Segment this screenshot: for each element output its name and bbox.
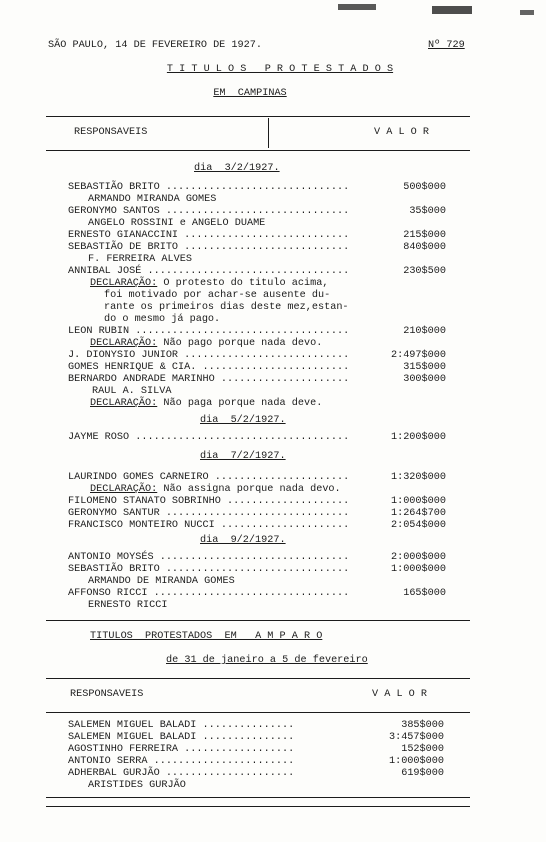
declaration-text: do o mesmo já pago.: [104, 314, 221, 325]
entry-name: LEON RUBIN ...................................: [68, 326, 350, 337]
entry-value: 3:457$000: [388, 732, 444, 743]
entry-value: 1:320$000: [390, 472, 446, 483]
entry-name: JAYME ROSO ...................................: [68, 432, 350, 443]
entry-name: LAURINDO GOMES CARNEIRO ......................: [68, 472, 350, 483]
scan-mark: [520, 10, 534, 15]
entry-name: RAUL A. SILVA: [92, 386, 172, 397]
entry-name: F. FERREIRA ALVES: [88, 254, 192, 265]
scan-mark: [338, 4, 376, 10]
entry-value: 619$000: [401, 768, 444, 779]
entry-name: ARISTIDES GURJÃO: [88, 780, 186, 791]
entry-name: ERNESTO GIANACCINI ...........................: [68, 230, 350, 241]
entry-name: ERNESTO RICCI: [88, 600, 168, 611]
declaration-label: DECLARAÇÃO:: [90, 338, 158, 349]
entry-value: 2:054$000: [390, 520, 446, 531]
entry-value: 1:000$000: [388, 756, 444, 767]
declaration-label: DECLARAÇÃO:: [90, 398, 158, 409]
declaration-text: rante os primeiros dias deste mez,estan-: [104, 302, 349, 313]
entry-name: SALEMEN MIGUEL BALADI ...............: [68, 720, 295, 731]
declaration-text: foi motivado por achar-se ausente du-: [104, 290, 331, 301]
entry-value: 385$000: [401, 720, 444, 731]
declaration-block: [90, 484, 341, 496]
entry-name: SEBASTIÃO DE BRITO ...........................: [68, 242, 350, 253]
entry-name: FILOMENO STANATO SOBRINHO ....................: [68, 496, 350, 507]
entry-value: 1:200$000: [390, 432, 446, 443]
table-header-rule: [46, 150, 470, 151]
document-title: T I T U L O S P R O T E S T A D O S: [166, 64, 394, 75]
declaration-text: O protesto do titulo acima,: [157, 278, 329, 289]
table-bottom-rule: [46, 797, 470, 798]
entry-value: 300$000: [403, 374, 446, 385]
col-responsaveis: RESPONSAVEIS: [74, 127, 148, 138]
entry-name: GOMES HENRIQUE & CIA. ........................: [68, 362, 350, 373]
entry-value: 1:264$700: [390, 508, 446, 519]
section-date: dia 9/2/1927.: [200, 535, 286, 546]
entry-name: SALEMEN MIGUEL BALADI ...............: [68, 732, 295, 743]
entry-name: ANGELO ROSSINI e ANGELO DUAME: [88, 218, 266, 229]
declaration-text: Não pago porque nada devo.: [157, 338, 323, 349]
entry-value: 230$500: [403, 266, 446, 277]
col-valor: V A L O R: [372, 689, 428, 700]
entry-name: SEBASTIÃO BRITO ..............................: [68, 564, 350, 575]
entry-name: SEBASTIÃO BRITO ..............................: [68, 182, 350, 193]
col-responsaveis: RESPONSAVEIS: [70, 689, 144, 700]
section-date: dia 5/2/1927.: [200, 415, 286, 426]
declaration-text: Não paga porque nada deve.: [157, 398, 323, 409]
entry-value: 215$000: [403, 230, 446, 241]
declaration-label: DECLARAÇÃO:: [90, 278, 158, 289]
entry-value: 165$000: [403, 588, 446, 599]
entry-value: 1:000$000: [390, 496, 446, 507]
col-valor: V A L O R: [374, 127, 430, 138]
entry-name: GERONYMO SANTOS ..............................: [68, 206, 350, 217]
entry-value: 2:000$000: [390, 552, 446, 563]
table-header-rule: [46, 712, 470, 713]
entry-name: FRANCISCO MONTEIRO NUCCI .....................: [68, 520, 350, 531]
section-date: dia 7/2/1927.: [200, 451, 286, 462]
entry-value: 210$000: [403, 326, 446, 337]
entry-value: 35$000: [409, 206, 446, 217]
declaration-text: Não assigna porque nada devo.: [157, 484, 341, 495]
declaration-block: [90, 398, 322, 410]
entry-name: AGOSTINHO FERREIRA ..................: [68, 744, 295, 755]
entry-name: J. DIONYSIO JUNIOR ...........................: [68, 350, 350, 361]
amparo-period: de 31 de janeiro a 5 de fevereiro: [166, 655, 368, 666]
entry-value: 315$000: [403, 362, 446, 373]
entry-name: ANTONIO MOYSÉS ...............................: [68, 552, 350, 563]
entry-name: ANTONIO SERRA .......................: [68, 756, 295, 767]
entry-value: 500$000: [403, 182, 446, 193]
column-divider: [268, 118, 269, 148]
entry-name: BERNARDO ANDRADE MARINHO .....................: [68, 374, 350, 385]
amparo-title: TITULOS PROTESTADOS EM A M P A R O: [90, 631, 323, 642]
entry-value: 2:497$000: [390, 350, 446, 361]
entry-name: GERONYMO SANTUR ..............................: [68, 508, 350, 519]
entry-value: 1:000$000: [390, 564, 446, 575]
place-date: SÃO PAULO, 14 DE FEVEREIRO DE 1927.: [48, 40, 262, 51]
entry-value: 152$000: [401, 744, 444, 755]
document-subtitle: EM CAMPINAS: [213, 88, 287, 99]
document-number: Nº 729: [428, 40, 465, 51]
entry-name: AFFONSO RICCI ................................: [68, 588, 350, 599]
table-top-rule: [46, 116, 470, 117]
entry-name: ARMANDO DE MIRANDA GOMES: [88, 576, 235, 587]
declaration-block: [90, 278, 328, 290]
table-top-rule: [46, 678, 470, 679]
entry-name: ARMANDO MIRANDA GOMES: [88, 194, 217, 205]
declaration-block: [90, 338, 322, 350]
table-bottom-rule: [46, 806, 470, 807]
section-date: dia 3/2/1927.: [194, 163, 280, 174]
entry-name: ANNIBAL JOSÉ .................................: [68, 266, 350, 277]
entry-name: ADHERBAL GURJÃO .....................: [68, 768, 295, 779]
entry-value: 840$000: [403, 242, 446, 253]
declaration-label: DECLARAÇÃO:: [90, 484, 158, 495]
scan-mark: [432, 6, 472, 14]
section-rule: [46, 620, 470, 621]
